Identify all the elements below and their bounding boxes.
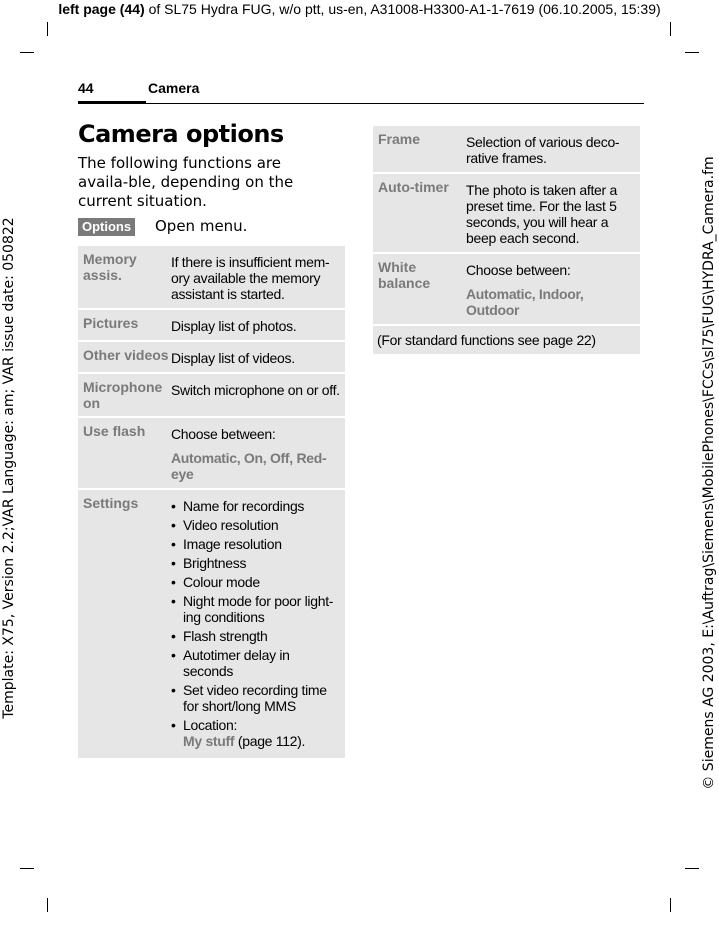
- row-text: Switch microphone on or off.: [171, 382, 340, 398]
- location-page-ref: (page 112).: [234, 733, 306, 749]
- row-label: Frame: [378, 131, 421, 147]
- list-item: • Name for recordings: [171, 498, 341, 514]
- row-text: Choose between:: [171, 426, 276, 442]
- crop-mark: [670, 22, 671, 36]
- row-label: Use flash: [83, 423, 146, 439]
- crop-mark: [20, 52, 34, 53]
- section-title: Camera: [148, 80, 200, 96]
- row-options: Automatic, Indoor, Outdoor: [466, 286, 584, 318]
- crop-mark: [685, 868, 699, 869]
- row-text: The photo is taken after a preset time. For the last 5 seconds, you will hear a beep each second.: [466, 182, 617, 246]
- crop-mark: [47, 22, 48, 36]
- softkey-description: Open menu.: [155, 217, 248, 235]
- table-row: [78, 246, 345, 308]
- row-label: Auto-timer: [378, 179, 449, 195]
- crop-mark: [685, 52, 699, 53]
- table-row: [78, 342, 345, 372]
- print-header-rest: of SL75 Hydra FUG, w/o ptt, us-en, A31008-H3300-A1-1-7619 (06.10.2005, 15:39): [144, 1, 661, 17]
- page-title: Camera options: [78, 120, 284, 148]
- copyright-vertical: © Siemens AG 2003, E:\Auftrag\Siemens\MobilePhones\FCCs\sl75\FUG\HYDRA_Camera.fm: [701, 156, 717, 790]
- location-label: Location:: [183, 717, 238, 733]
- settings-list: [171, 498, 341, 749]
- row-text: Selection of various deco-rative frames.: [466, 134, 620, 166]
- row-options: Automatic, On, Off, Red-eye: [171, 450, 327, 482]
- row-text: Display list of videos.: [171, 350, 295, 366]
- row-label: Other videos: [83, 347, 169, 363]
- list-item: • Image resolution: [171, 536, 341, 552]
- crop-mark: [20, 868, 34, 869]
- intro-text: The following functions are availa-ble, depending on the current situation.: [78, 154, 294, 210]
- table-row: [78, 490, 345, 758]
- row-label: White balance: [378, 259, 431, 291]
- list-item: • Night mode for poor light-ing conditions: [171, 593, 341, 625]
- table-row: [78, 418, 345, 488]
- list-item: • Colour mode: [171, 574, 341, 590]
- header-rule-accent: [78, 101, 146, 104]
- table-row: [78, 374, 345, 416]
- row-label: Microphone on: [83, 379, 163, 411]
- options-softkey: Options: [78, 218, 135, 236]
- right-options-table: [373, 126, 640, 354]
- print-header-bold: left page (44): [58, 1, 145, 17]
- table-row: [373, 254, 640, 324]
- my-stuff-link: My stuff: [183, 733, 235, 749]
- page-number: 44: [78, 80, 94, 96]
- row-text: Choose between:: [466, 262, 571, 278]
- crop-mark: [670, 898, 671, 912]
- list-item: • Autotimer delay in seconds: [171, 647, 341, 679]
- row-text: If there is insufficient mem-ory available the memory assistant is started.: [171, 254, 330, 302]
- list-item: • Brightness: [171, 555, 341, 571]
- row-label: Pictures: [83, 315, 139, 331]
- row-label: Settings: [83, 495, 139, 511]
- footnote: (For standard functions see page 22): [373, 326, 640, 354]
- template-info-vertical: Template: X75, Version 2.2;VAR Language: am; VAR issue date: 050822: [1, 217, 17, 719]
- list-item: • Flash strength: [171, 628, 341, 644]
- list-item: • Video resolution: [171, 517, 341, 533]
- list-item: • Set video recording time for short/long MMS: [171, 682, 341, 714]
- print-header-line: [0, 0, 719, 18]
- left-options-table: [78, 246, 345, 760]
- row-text: Display list of photos.: [171, 318, 297, 334]
- table-row: [373, 174, 640, 252]
- crop-mark: [47, 898, 48, 912]
- list-item: [171, 717, 341, 749]
- table-row: [78, 310, 345, 340]
- header-rule: [78, 103, 644, 104]
- table-row: [373, 126, 640, 172]
- row-label: Memory assis.: [83, 251, 137, 283]
